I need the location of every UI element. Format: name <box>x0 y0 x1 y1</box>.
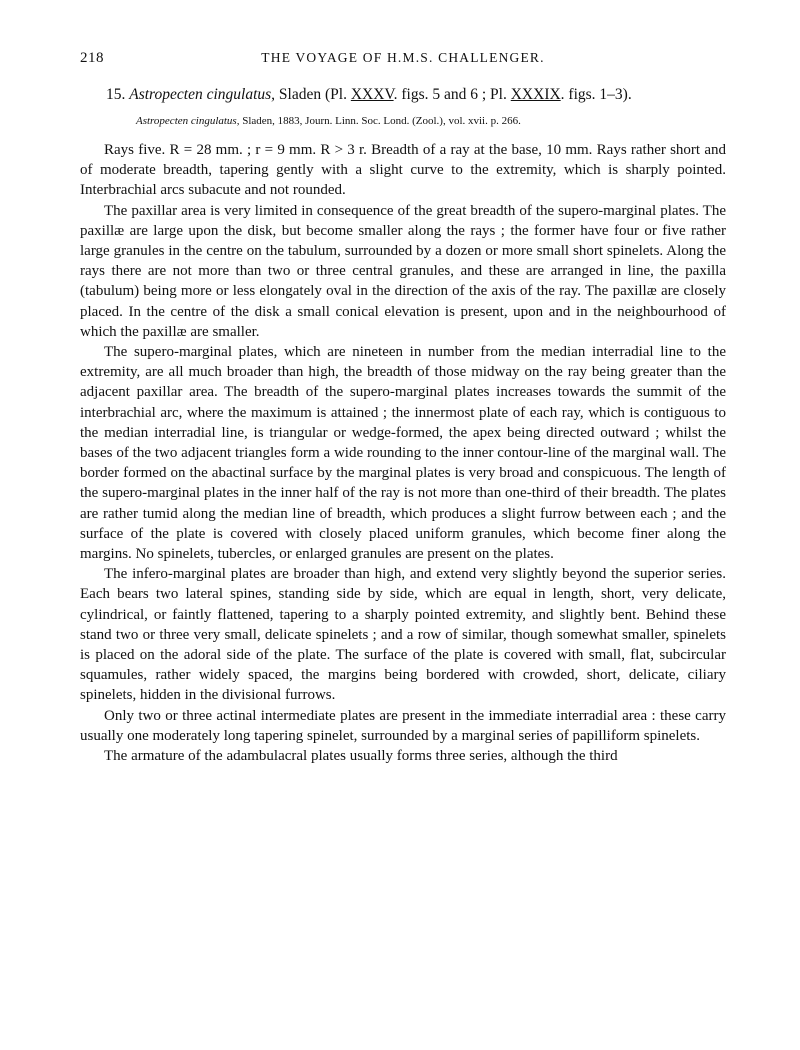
paragraph-supero-marginal: The supero-marginal plates, which are nineteen in number from the median interradial line to the extremity, are all much broader than high, the breadth of those midway on the ray being greater than the adjacent paxillar area. The breadth of the supero-marginal plates increases towards the summit of the interbrachial arc, where the maximum is attained ; the innermost plate of each ray, which is contiguous to the median interradial line, is triangular or wedge-formed, the apex being directed outward ; whilst the bases of the two adjacent triangles form a wide rounding to the inner contour-line of the marginal wall. The border formed on the abactinal surface by the marginal plates is very broad and conspicuous. The length of the supero-marginal plates in the inner half of the ray is not more than one-third of their breadth. The plates are rather tumid along the median line of breadth, which produces a slight furrow between each ; and the surface of the plate is covered with closely placed uniform granules, which become finer along the margins. No spinelets, tubercles, or enlarged granules are present on the plates. <box>80 344 726 563</box>
plates-suffix: . figs. 1–3). <box>560 86 632 103</box>
synonymy-name: Astropecten cingulatus, <box>136 115 240 127</box>
running-title: THE VOYAGE OF H.M.S. CHALLENGER. <box>261 50 545 65</box>
species-name: Astropecten cingulatus, <box>129 86 276 103</box>
plates-mid: . figs. 5 and 6 ; Pl. <box>393 86 511 103</box>
synonymy-line <box>80 112 726 130</box>
paragraph-infero-marginal: The infero-marginal plates are broader than high, and extend very slightly beyond the superior series. Each bears two lateral spines, standing side by side, which are equal in length, short, very delicate, cylindrical, or faintly flattened, tapering to a sharply pointed extremity, and slightly bent. Behind these stand two or three very small, delicate spinelets ; and a row of similar, though somewhat smaller, spinelets is placed on the adoral side of the plate. The surface of the plate is covered with small, flat, subcircular squamules, rather widely spaced, the margins being bordered with crowded, short, delicate, ciliary spinelets, hidden in the divisional furrows. <box>80 566 726 704</box>
page-number: 218 <box>80 50 104 66</box>
paragraph-paxillar-area: The paxillar area is very limited in consequence of the great breadth of the supero-marginal plates. The paxillæ are large upon the disk, but become smaller along the rays ; the former have four or five rather large granules in the centre on the tabulum, surrounded by a dozen or more small short spinelets. Along the rays there are not more than two or three central granules, and these are arranged in line, the paxilla (tabulum) being more or less elongately oval in the direction of the axis of the ray. The paxillæ are closely placed. In the centre of the disk a small conical elevation is present, upon and in the neighbourhood of which the paxillæ are smaller. <box>80 202 726 340</box>
page-header <box>80 50 726 72</box>
species-author: Sladen <box>278 86 322 103</box>
plate-references <box>325 86 632 103</box>
body-text <box>80 140 726 766</box>
species-heading <box>80 84 726 106</box>
paragraph-rays: Rays five. R = 28 mm. ; r = 9 mm. R > 3 r. Breadth of a ray at the base, 10 mm. Rays rather short and of moderate breadth, tapering gently with a slight curve to the extremity, which is sharply pointed. Interbrachial arcs subacute and not rounded. <box>80 142 726 199</box>
synonymy-citation: Sladen, 1883, Journ. Linn. Soc. Lond. (Zool.), vol. xvii. p. 266. <box>242 115 521 127</box>
page-content <box>80 84 726 766</box>
species-number: 15. <box>106 86 126 103</box>
paragraph-adambulacral: The armature of the adambulacral plates usually forms three series, although the third <box>104 748 618 765</box>
paragraph-actinal-intermediate: Only two or three actinal intermediate plates are present in the immediate interradial area : these carry usually one moderately long tapering spinelet, surrounded by a marginal series of papilliform spinelets. <box>80 707 726 744</box>
plates-prefix: (Pl. <box>324 86 351 103</box>
plate-ref-1: XXXV <box>350 86 394 103</box>
plate-ref-2: XXXIX <box>510 86 561 103</box>
